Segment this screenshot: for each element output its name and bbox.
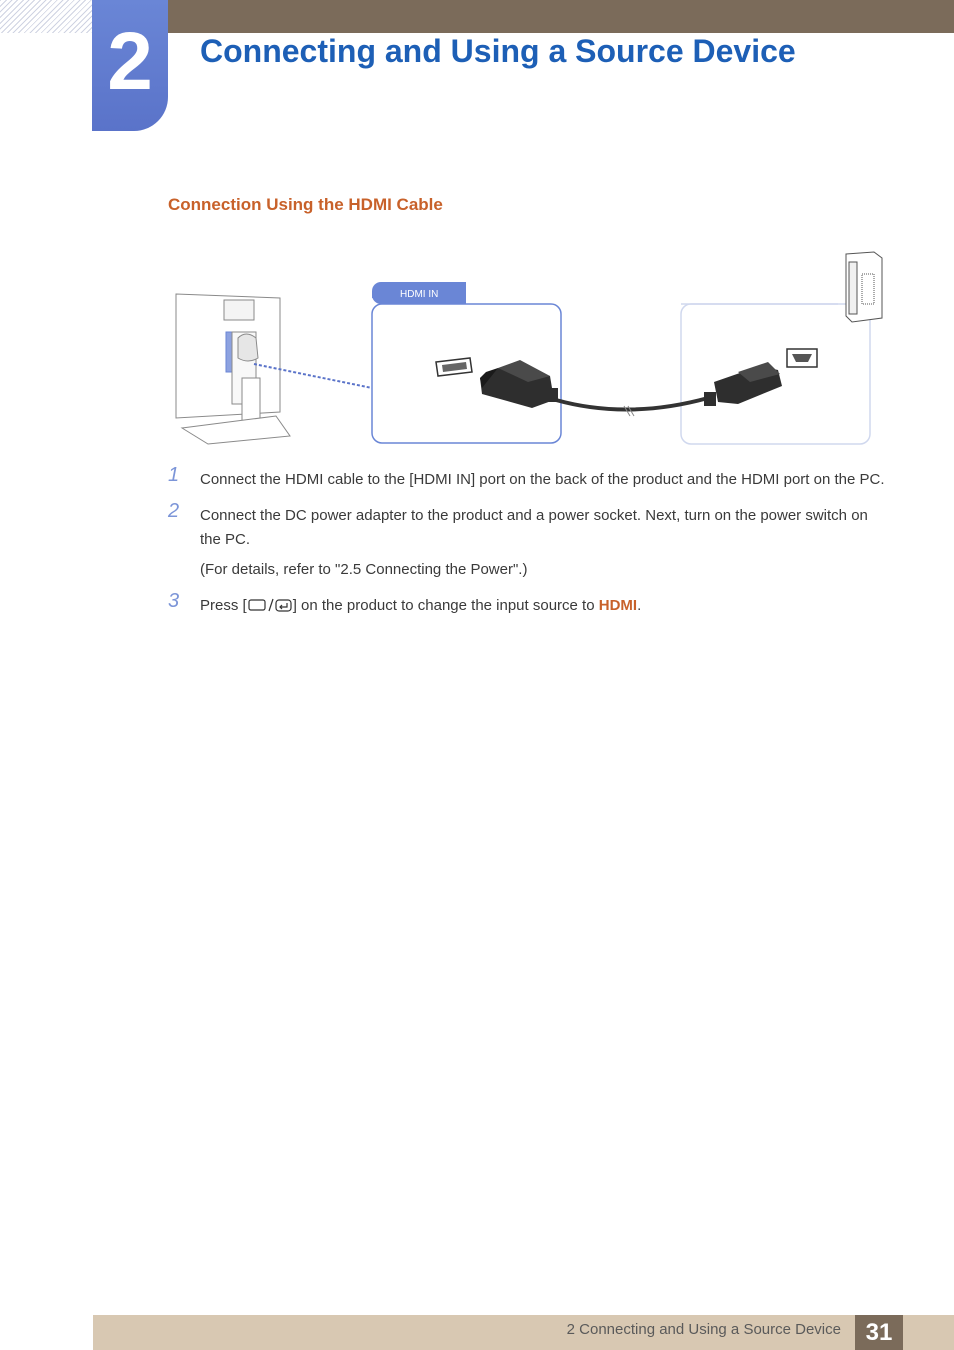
step-number: 3 <box>168 590 180 612</box>
header-hatch-decoration <box>0 0 92 33</box>
header-bar <box>168 0 954 33</box>
step-text <box>200 594 888 621</box>
monitor-back-illustration <box>176 294 290 444</box>
step-item <box>168 464 888 492</box>
step-item <box>168 500 888 582</box>
source-enter-button-icon <box>247 597 293 621</box>
section-heading: Connection Using the HDMI Cable <box>168 195 443 214</box>
step-number: 1 <box>168 464 180 486</box>
pc-hdmi-port-icon <box>787 349 817 367</box>
step-number: 2 <box>168 500 180 522</box>
hdmi-in-label: HDMI IN <box>400 289 439 300</box>
monitor-hdmi-port-icon <box>436 358 472 376</box>
step-text: Connect the DC power adapter to the product and a power socket. Next, turn on the power switch on the PC. <box>200 507 868 548</box>
chapter-number-tab: 2 <box>92 0 168 131</box>
step-item <box>168 590 888 621</box>
instruction-steps <box>168 464 888 633</box>
page-title: Connecting and Using a Source Device <box>200 33 796 69</box>
step-text-middle: ] on the product to change the input source to <box>292 597 599 614</box>
step-note: (For details, refer to "2.5 Connecting the Power".) <box>200 561 528 578</box>
pc-tower-illustration <box>846 252 882 322</box>
step-text-before: Press [ <box>200 597 247 614</box>
step-text-after: . <box>637 597 642 614</box>
hdmi-connection-diagram <box>168 248 888 453</box>
input-source-highlight: HDMI <box>598 597 638 614</box>
step-text: Connect the HDMI cable to the [HDMI IN] port on the back of the product and the HDMI port on the PC. <box>200 471 885 488</box>
page-number: 31 <box>855 1315 903 1350</box>
footer-chapter-title: 2 Connecting and Using a Source Device <box>566 1321 841 1338</box>
